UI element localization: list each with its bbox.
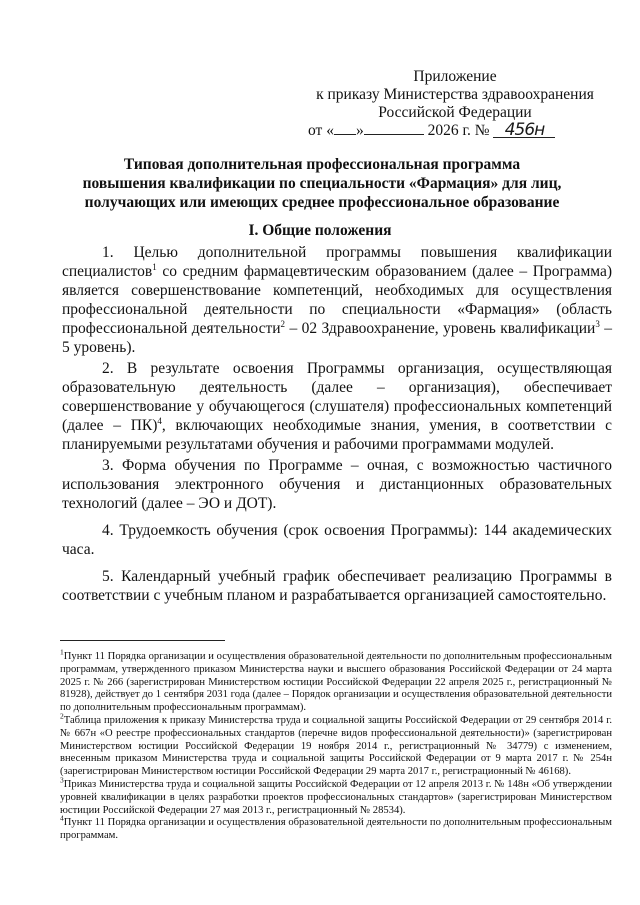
footnote-divider — [60, 640, 225, 641]
paragraph-1: 1. Целью дополнительной программы повышения квалификации специалистов$^1$ со средним фармацевтическим образованием (далее – Программа) является совершенствование компетенций, необходимых для осуществления профессиональной деятельности по специальности «Фармация» (область профессиональной деятельности$^2$ – 02 Здравоохранение, уровень квалификации$^3$ – 5 уровень). — [62, 244, 613, 356]
appendix-header — [290, 68, 620, 140]
footnote-4: $^4$Пункт 11 Порядка организации и осуществления образовательной деятельности по дополнительным профессиональным программам. — [60, 813, 612, 842]
handwritten-month — [364, 134, 424, 135]
handwritten-order-number: 456н — [493, 123, 555, 138]
handwritten-day — [334, 134, 356, 135]
appendix-authority: Российской Федерации — [378, 104, 532, 121]
footnote-1: $^1$Пункт 11 Порядка организации и осуществления образовательной деятельности по дополнительным профессиональным программам, утвержденного приказом Министерства науки и высшего образования Российской Федерации от 24 марта 2025 г. № 266 (зарегистрирован Министерством юстиции Российской Федерации 22 апреля 2025 г., регистрационный № 81928), действует до 1 сентября 2031 года (далее – Порядок организации и осуществления образовательной деятельности по дополнительным профессиональным программам). — [60, 647, 612, 714]
footnote-3: $^3$Приказ Министерства труда и социальной защиты Российской Федерации от 12 апреля 2013 г. № 148н «Об утверждении уровней квалификации в целях разработки проектов профессиональных стандартов» (зарегистрирован Министерством юстиции Российской Федерации 27 мая 2013 г., регистрационный № 28534). — [60, 775, 612, 816]
section-heading: I. Общие положения — [248, 222, 392, 239]
appendix-order-ref: к приказу Министерства здравоохранения — [316, 86, 594, 103]
footnote-2: $^2$Таблица приложения к приказу Министерства труда и социальной защиты Российской Федерации от 29 сентября 2014 г. № 667н «О реестре профессиональных стандартов (перечне видов профессиональной деятельности)» (зарегистрирован Министерством юстиции Российской Федерации 19 ноября 2014 г., регистрационный № 34779) с изменением, внесенным приказом Министерства труда и социальной защиты Российской Федерации от 9 марта 2017 г. № 254н (зарегистрирован Министерством юстиции Российской Федерации 29 марта 2017 г., регистрационный № 46168). — [60, 711, 612, 778]
appendix-label: Приложение — [413, 68, 497, 85]
footnote-ref-2: 2 — [280, 318, 286, 329]
paragraph-4: 4. Трудоемкость обучения (срок освоения Программы): 144 академических часа. — [62, 522, 612, 558]
footnotes — [60, 647, 612, 843]
order-date-line: от « » 2026 г. № 456н — [290, 122, 620, 140]
document-body — [62, 243, 612, 605]
paragraph-5: 5. Календарный учебный график обеспечивает реализацию Программы в соответствии с учебным планом и разрабатывается организацией самостоятельно. — [62, 568, 612, 604]
paragraph-2: 2. В результате освоения Программы организация, осуществляющая образовательную деятельность (далее – организация), обеспечивает совершенствование у обучающегося (слушателя) профессиональных компетенций (далее – ПК)$^4$, включающих необходимые знания, умения, в соответствии с планируемыми результатами обучения и рабочими программами модулей. — [62, 360, 612, 453]
footnote-ref-4: 4 — [157, 415, 162, 426]
paragraph-3: 3. Форма обучения по Программе – очная, с возможностью частичного использования электронного обучения и дистанционных образовательных технологий (далее – ЭО и ДОТ). — [62, 457, 612, 512]
footnote-ref-1: 1 — [152, 261, 157, 272]
footnote-ref-3: 3 — [595, 318, 600, 329]
document-title: Типовая дополнительная профессиональная программа повышения квалификации по специальности «Фармация» для лиц, получающих или имеющих среднее профессиональное образование — [82, 156, 562, 211]
